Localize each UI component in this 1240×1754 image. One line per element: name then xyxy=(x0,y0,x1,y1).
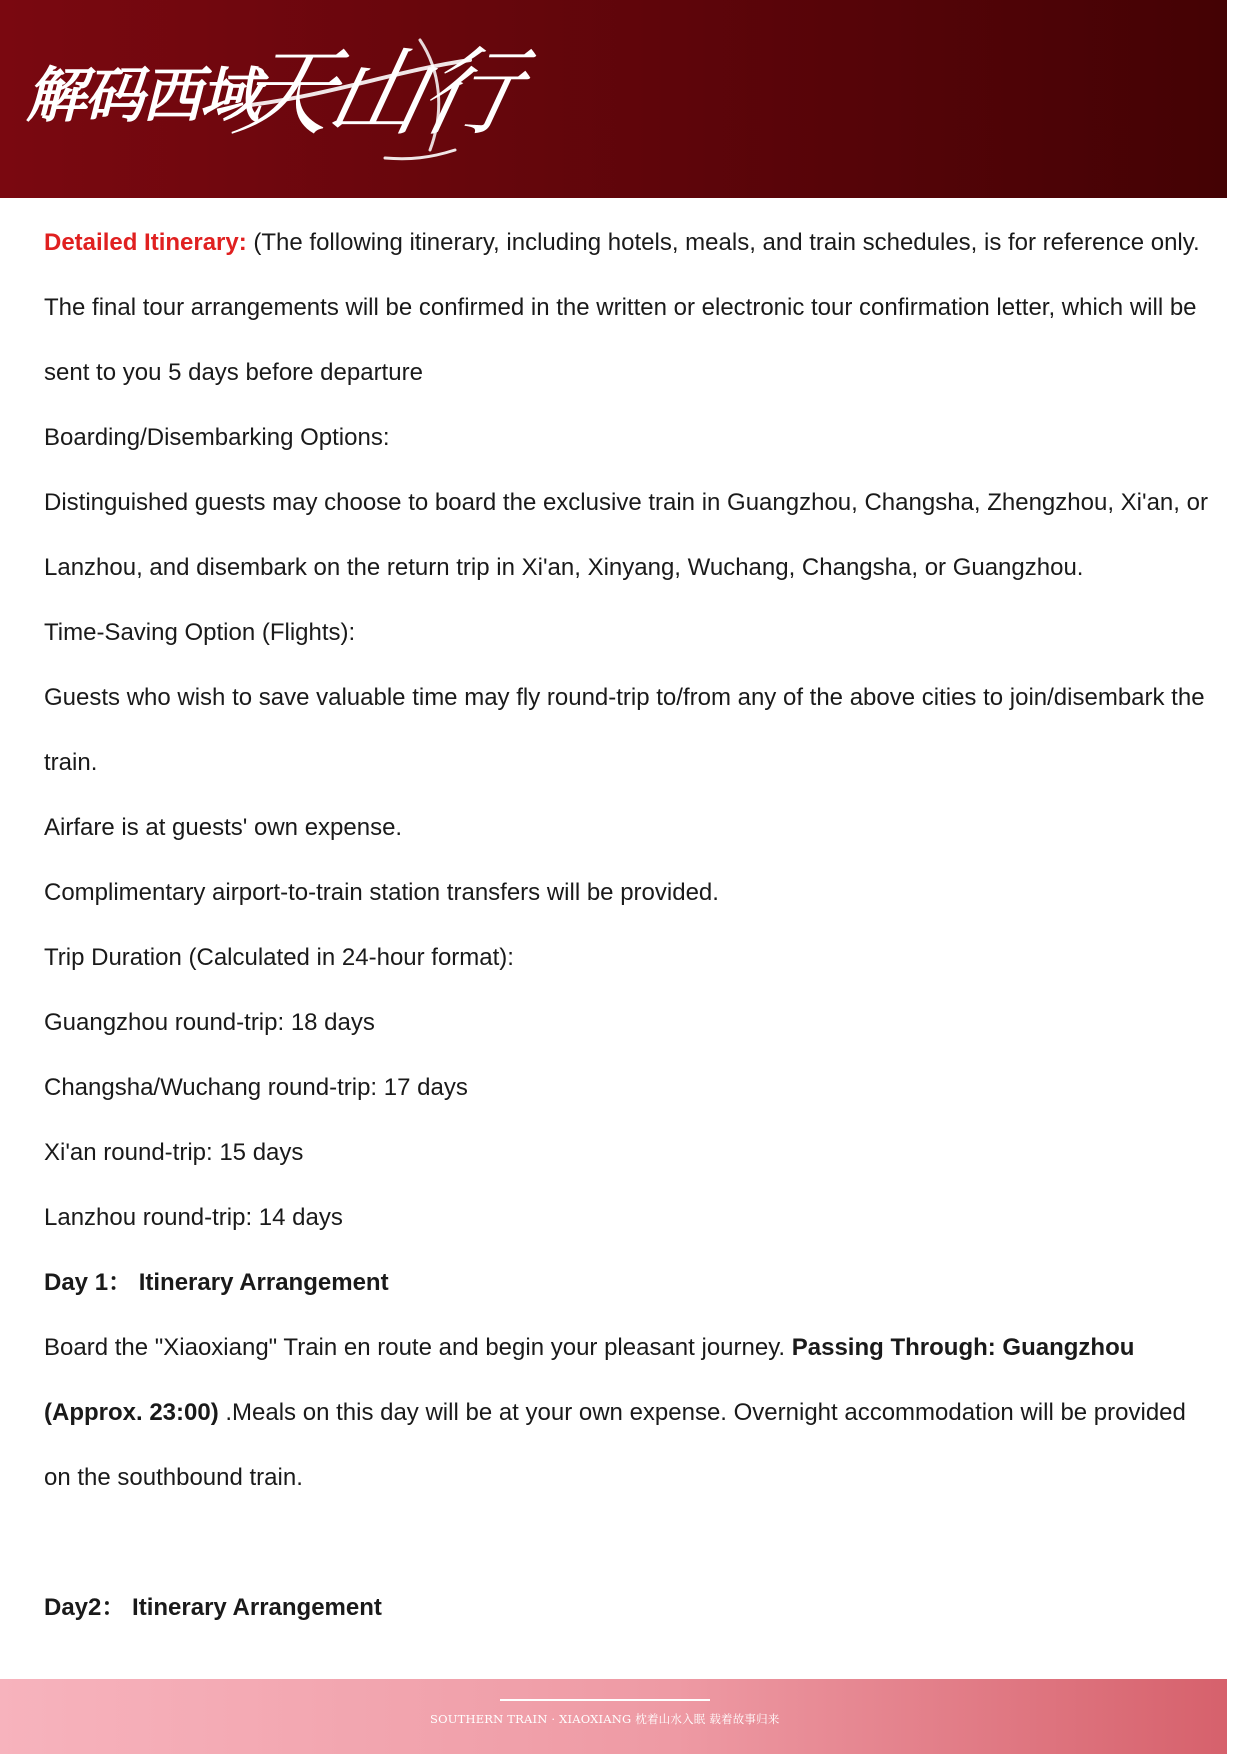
header-banner xyxy=(0,0,1227,198)
day1-text-b: .Meals on this day will be at your own expense. Overnight accommodation will be provided on the southbound train. xyxy=(44,1399,1186,1491)
duration-heading: Trip Duration (Calculated in 24-hour format): xyxy=(44,944,514,971)
day1-passing-through: Passing Through: Guangzhou (Approx. 23:00) xyxy=(44,1334,1135,1426)
intro-text: (The following itinerary, including hotels, meals, and train schedules, is for reference only. The final tour arrangements will be confirmed in the written or electronic tour confirmation letter, which will be sent to you 5 days before departure xyxy=(44,229,1200,386)
footer-tagline: SOUTHERN TRAIN · XIAOXIANG 枕着山水入眠 载着故事归来 xyxy=(430,1712,780,1726)
spacer xyxy=(44,1510,1212,1575)
day1-paragraph xyxy=(44,1315,1212,1510)
airfare-text: Airfare is at guests' own expense. xyxy=(44,814,403,841)
logo-title: 解码西域 xyxy=(26,61,258,131)
intro-paragraph xyxy=(44,210,1212,405)
duration-item: Lanzhou round-trip: 14 days xyxy=(44,1204,343,1231)
itinerary-content xyxy=(44,210,1212,1640)
day1-heading: Day 1： Itinerary Arrangement xyxy=(44,1269,389,1296)
footer-divider xyxy=(500,1699,710,1701)
duration-item: Changsha/Wuchang round-trip: 17 days xyxy=(44,1074,468,1101)
footer-band xyxy=(0,1679,1227,1754)
flights-heading: Time-Saving Option (Flights): xyxy=(44,619,356,646)
boarding-heading: Boarding/Disembarking Options: xyxy=(44,424,390,451)
flights-text: Guests who wish to save valuable time may fly round-trip to/from any of the above cities to join/disembark the train. xyxy=(44,684,1205,776)
duration-item: Xi'an round-trip: 15 days xyxy=(44,1139,304,1166)
boarding-text: Distinguished guests may choose to board the exclusive train in Guangzhou, Changsha, Zhengzhou, Xi'an, or Lanzhou, and disembark on the return trip in Xi'an, Xinyang, Wuchang, Changsha, or Guangzhou. xyxy=(44,489,1208,581)
intro-label: Detailed Itinerary: xyxy=(44,229,247,256)
transfer-text: Complimentary airport-to-train station transfers will be provided. xyxy=(44,879,719,906)
day2-heading: Day2： Itinerary Arrangement xyxy=(44,1594,382,1621)
duration-item: Guangzhou round-trip: 18 days xyxy=(44,1009,375,1036)
day1-text-a: Board the "Xiaoxiang" Train en route and begin your pleasant journey. xyxy=(44,1334,792,1361)
logo-script: 天山行 xyxy=(226,37,526,149)
